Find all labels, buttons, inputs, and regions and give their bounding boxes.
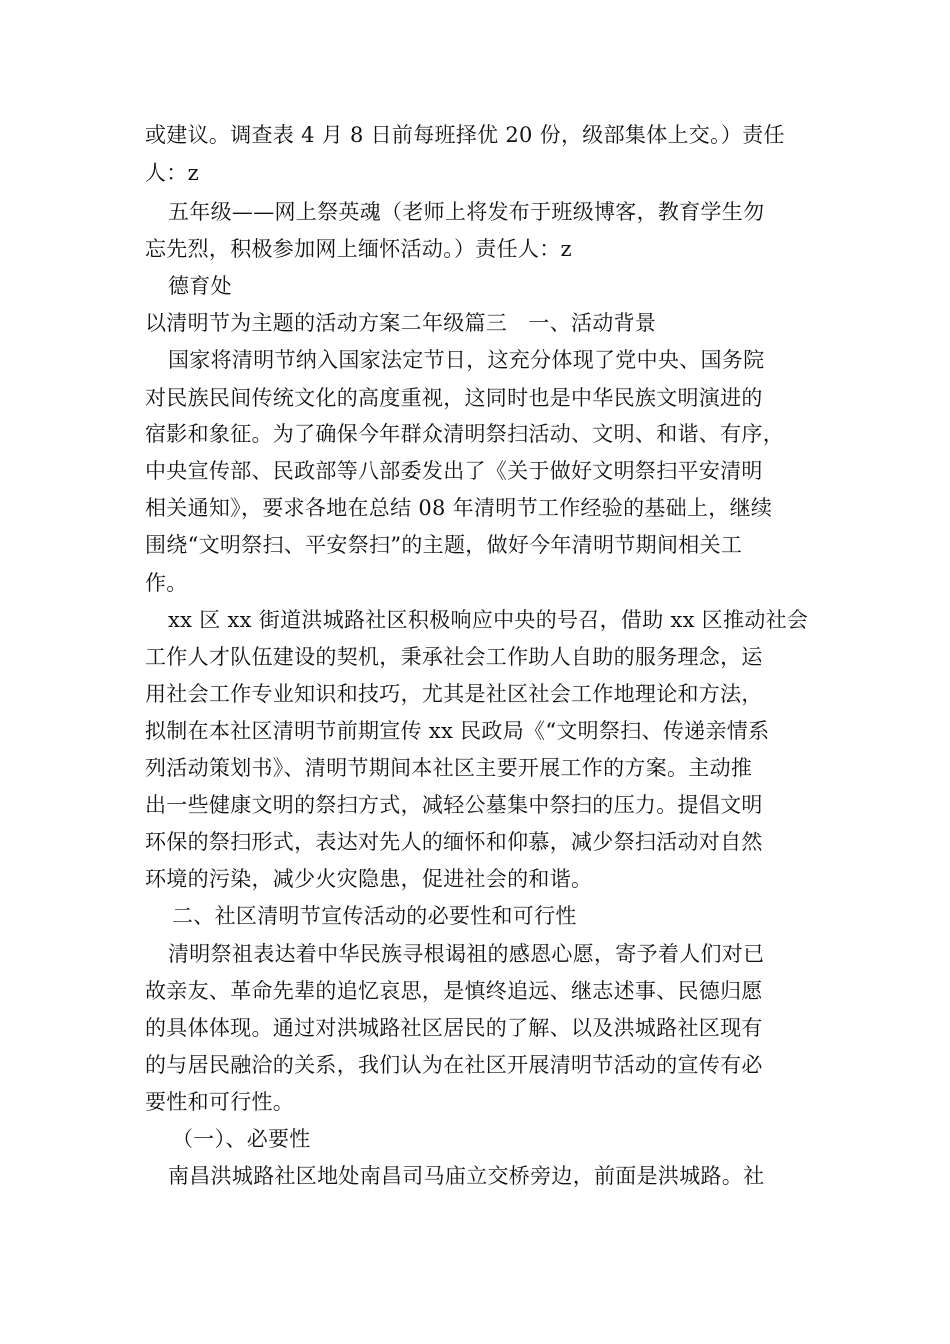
text-line: 人：z [145,161,199,185]
section-heading: 二、社区清明节宣传活动的必要性和可行性 [172,904,577,928]
text-line: 环保的祭扫形式，表达对先人的缅怀和仰慕，减少祭扫活动对自然 [145,830,763,854]
text-line: 或建议。调查表 4 月 8 日前每班择优 20 份，级部集体上交。）责任 [145,123,785,147]
text-line: 对民族民间传统文化的高度重视，这同时也是中华民族文明演进的 [145,386,763,410]
text-line: 列活动策划书》、清明节期间本社区主要开展工作的方案。主动推 [145,756,753,780]
text-line: 围绕“文明祭扫、平安祭扫”的主题，做好今年清明节期间相关工 [145,533,743,557]
text-line: 的具体体现。通过对洪城路社区居民的了解、以及洪城路社区现有 [145,1016,763,1040]
subsection-heading: （一）、必要性 [172,1127,311,1151]
text-line: 南昌洪城路社区地处南昌司马庙立交桥旁边，前面是洪城路。社 [168,1164,765,1188]
text-line: 相关通知》，要求各地在总结 08 年清明节工作经验的基础上，继续 [145,496,773,520]
text-line: 作。 [145,571,188,595]
text-line: 用社会工作专业知识和技巧，尤其是社区社会工作地理论和方法， [145,682,763,706]
section-heading: 以清明节为主题的活动方案二年级篇三 一、活动背景 [145,311,657,335]
text-line: 德育处 [168,274,232,298]
text-line: 出一些健康文明的祭扫方式，减轻公墓集中祭扫的压力。提倡文明 [145,793,763,817]
text-line: xx 区 xx 街道洪城路社区积极响应中央的号召，借助 xx 区推动社会 [168,608,809,632]
text-line: 中央宣传部、民政部等八部委发出了《关于做好文明祭扫平安清明 [145,459,763,483]
text-line: 忘先烈，积极参加网上缅怀活动。）责任人：z [145,237,572,261]
text-line: 拟制在本社区清明节前期宣传 xx 民政局《“文明祭扫、传递亲情系 [145,719,770,743]
text-line: 故亲友、革命先辈的追忆哀思，是慎终追远、继志述事、民德归愿 [145,979,763,1003]
text-line: 宿影和象征。为了确保今年群众清明祭扫活动、文明、和谐、有序， [145,422,784,446]
text-line: 五年级——网上祭英魂（老师上将发布于班级博客，教育学生勿 [168,200,765,224]
text-line: 要性和可行性。 [145,1090,295,1114]
text-line: 的与居民融洽的关系，我们认为在社区开展清明节活动的宣传有必 [145,1053,763,1077]
text-line: 环境的污染，减少火灾隐患，促进社会的和谐。 [145,867,593,891]
text-line: 国家将清明节纳入国家法定节日，这充分体现了党中央、国务院 [168,348,765,372]
text-line: 工作人才队伍建设的契机，秉承社会工作助人自助的服务理念，运 [145,645,763,669]
text-line: 清明祭祖表达着中华民族寻根谒祖的感恩心愿，寄予着人们对已 [168,942,765,966]
